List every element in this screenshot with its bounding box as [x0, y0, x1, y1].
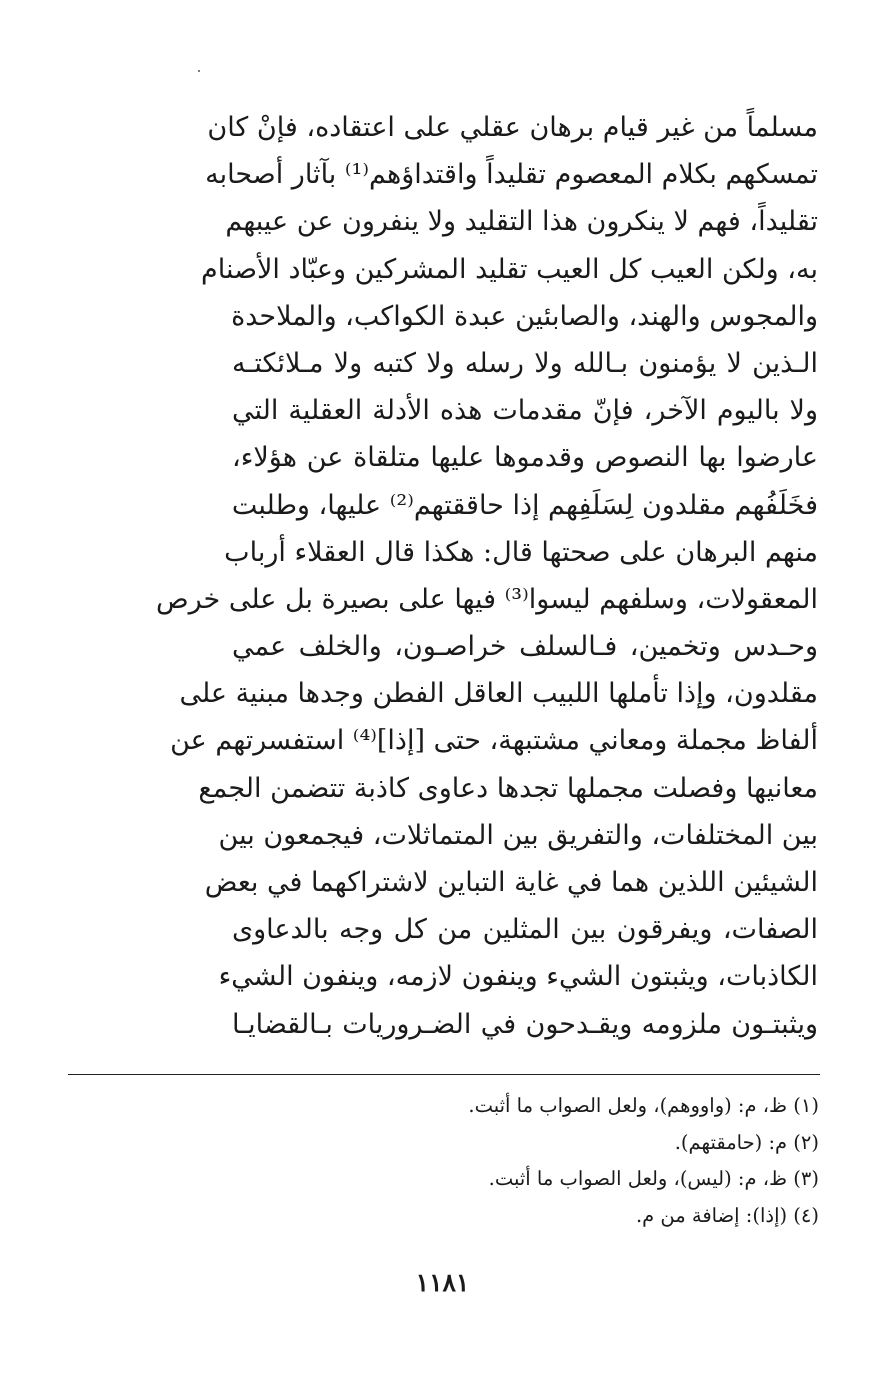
text-line: وحـدس وتخمين، فـالسلف خراصـون، والخلف عمي — [232, 631, 818, 663]
text-line: ولا باليوم الآخر، فإنّ مقدمات هذه الأدلة العقلية التي — [232, 395, 818, 427]
text-line: عارضوا بها النصوص وقدموها عليها متلقاة عن هؤلاء، — [232, 442, 818, 474]
text-line: فخَلَفُهم مقلدون لِسَلَفِهم إذا حاققتهم⁽²⁾ عليها، وطلبت — [231, 489, 818, 521]
main-text — [156, 104, 818, 1048]
text-line: تقليداً، فهم لا ينكرون هذا التقليد ولا ينفرون عن عيبهم — [225, 206, 818, 238]
text-line: منهم البرهان على صحتها قال: هكذا قال العقلاء أرباب — [224, 536, 818, 568]
text-line: الشيئين اللذين هما في غاية التباين لاشتراكهما في بعض — [204, 867, 818, 898]
footnote-3: (٣) ظ، م: (ليس)، ولعل الصواب ما أثبت. — [488, 1167, 819, 1190]
text-line: مقلدون، وإذا تأملها اللبيب العاقل الفطن وجدها مبنية على — [179, 678, 818, 710]
text-line: ألفاظ مجملة ومعاني مشتبهة، حتى [إذا]⁽⁴⁾ استفسرتهم عن — [170, 725, 818, 757]
text-line: تمسكهم بكلام المعصوم تقليداً واقتداؤهم⁽¹⁾ بآثار أصحابه — [205, 159, 818, 191]
text-line: به، ولكن العيب كل العيب تقليد المشركين وعبّاد الأصنام — [201, 253, 818, 285]
footnotes — [259, 1088, 819, 1234]
text-line: مسلماً من غير قيام برهان عقلي على اعتقاده، فإنْ كان — [207, 112, 818, 143]
text-line: والمجوس والهند، والصابئين عبدة الكواكب، والملاحدة — [231, 300, 818, 332]
footnote-2: (٢) م: (حامقتهم). — [674, 1130, 819, 1154]
page-number: ١١٨١ — [415, 1268, 470, 1297]
page-speck — [198, 70, 200, 72]
text-line: بين المختلفات، والتفريق بين المتماثلات، فيجمعون بين — [218, 819, 818, 851]
text-line: ويثبتـون ملزومه ويقـدحون في الضـروريات بـالقضايـا — [232, 1008, 818, 1040]
text-line: الصفات، ويفرقون بين المثلين من كل وجه بالدعاوى — [232, 914, 818, 946]
text-line: معانيها وفصلت مجملها تجدها دعاوى كاذبة تتضمن الجمع — [198, 772, 818, 804]
footnote-divider — [68, 1074, 820, 1075]
footnote-1: (١) ظ، م: (واووهم)، ولعل الصواب ما أثبت. — [468, 1094, 819, 1117]
text-line: الـذين لا يؤمنون بـالله ولا رسله ولا كتبه ولا مـلائكتـه — [232, 347, 818, 379]
text-line: الكاذبات، ويثبتون الشيء وينفون لازمه، وينفون الشيء — [218, 961, 818, 993]
footnote-4: (٤) (إذا): إضافة من م. — [635, 1203, 819, 1227]
text-line: المعقولات، وسلفهم ليسوا⁽³⁾ فيها على بصيرة بل على خرص — [156, 583, 818, 615]
